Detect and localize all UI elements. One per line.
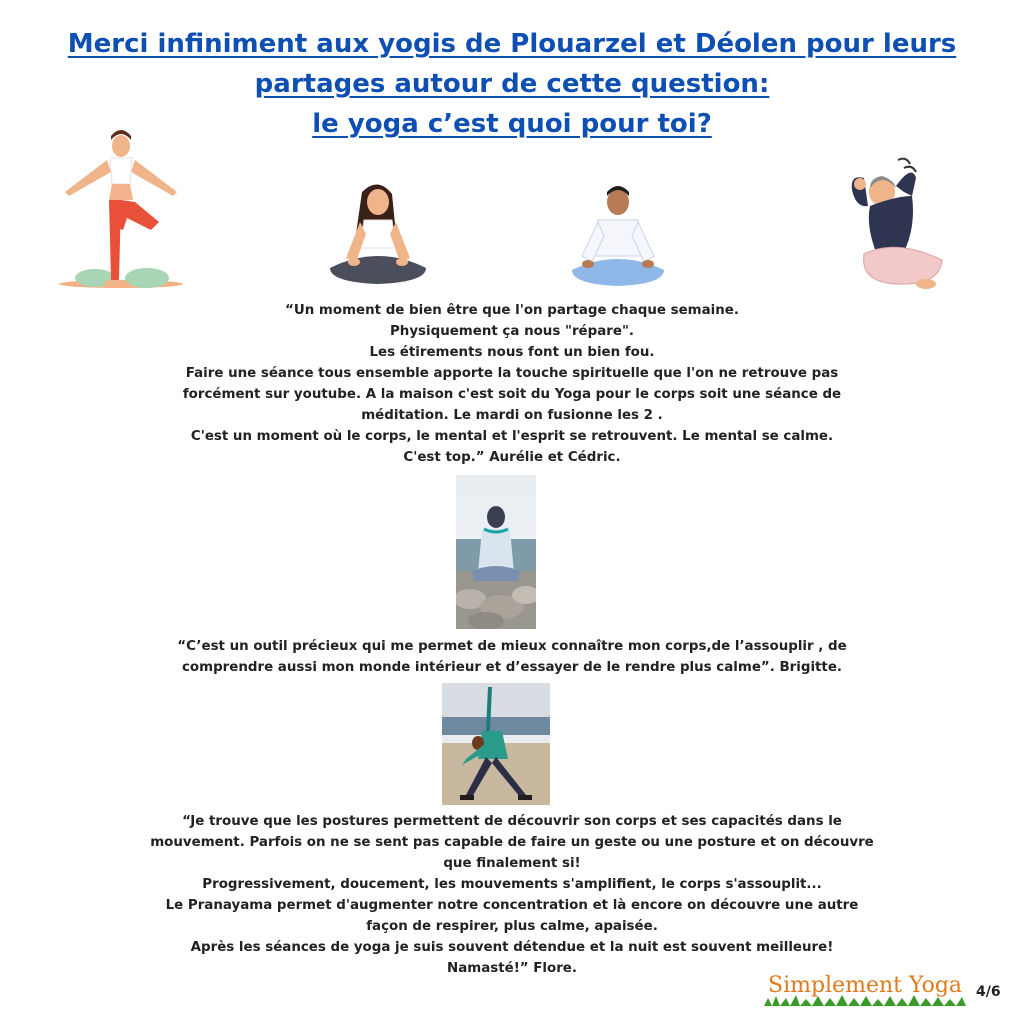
quote-line: “Un moment de bien être que l'on partage chaque semaine. <box>285 303 739 318</box>
quote-line: C'est top.” Aurélie et Cédric. <box>403 450 621 465</box>
testimonial-brigitte <box>130 636 894 678</box>
quote-line: mouvement. Parfois on ne se sent pas capable de faire un geste ou une posture et on découvre <box>150 835 874 850</box>
quote-line: “C’est un outil précieux qui me permet de mieux connaître mon corps,de l’assouplir , de <box>177 639 847 654</box>
photo-beach-triangle-pose <box>442 683 550 805</box>
page-number: 4/6 <box>976 984 1001 1000</box>
quote-line: méditation. Le mardi on fusionne les 2 . <box>361 408 663 423</box>
quote-line: Après les séances de yoga je suis souvent détendue et la nuit est souvent meilleure! <box>190 940 834 955</box>
simplement-yoga-logo <box>760 962 970 1010</box>
title-line-1[interactable]: Merci infiniment aux yogis de Plouarzel et Déolen pour leurs <box>67 29 957 59</box>
title-line-2[interactable]: partages autour de cette question: <box>254 69 770 99</box>
testimonial-flore <box>130 811 894 979</box>
tree-pose-illustration <box>55 130 187 290</box>
logo-text: Simplement Yoga <box>768 973 963 998</box>
quote-line: Faire une séance tous ensemble apporte la touche spirituelle que l'on ne retrouve pas <box>185 366 839 381</box>
quote-line: Namasté!” Flore. <box>447 961 577 976</box>
quote-line: “Je trouve que les postures permettent de découvrir son corps et ses capacités dans le <box>182 814 842 829</box>
meditating-man-illustration <box>568 182 668 290</box>
quote-line: façon de respirer, plus calme, apaisée. <box>366 919 658 934</box>
testimonial-aurelie-cedric <box>130 300 894 468</box>
quote-line: Physiquement ça nous "répare". <box>389 324 635 339</box>
quote-line: que finalement si! <box>443 856 581 871</box>
quote-line: Les étirements nous font un bien fou. <box>369 345 655 360</box>
meditating-woman-illustration <box>326 182 430 288</box>
quote-line: C'est un moment où le corps, le mental et l'esprit se retrouvent. Le mental se calme. <box>190 429 834 444</box>
title-line-3[interactable]: le yoga c’est quoi pour toi? <box>312 109 712 139</box>
quote-line: Le Pranayama permet d'augmenter notre concentration et là encore on découvre une autre <box>165 898 859 913</box>
page-title[interactable] <box>40 24 984 144</box>
quote-line: comprendre aussi mon monde intérieur et d’essayer de le rendre plus calme”. Brigitte. <box>181 660 843 675</box>
quote-line: forcément sur youtube. A la maison c'est soit du Yoga pour le corps soit une séance de <box>182 387 842 402</box>
quote-line: Progressivement, doucement, les mouvements s'amplifient, le corps s'assouplit... <box>202 877 822 892</box>
photo-seaside-meditation <box>456 475 536 629</box>
side-stretch-illustration <box>846 156 946 292</box>
